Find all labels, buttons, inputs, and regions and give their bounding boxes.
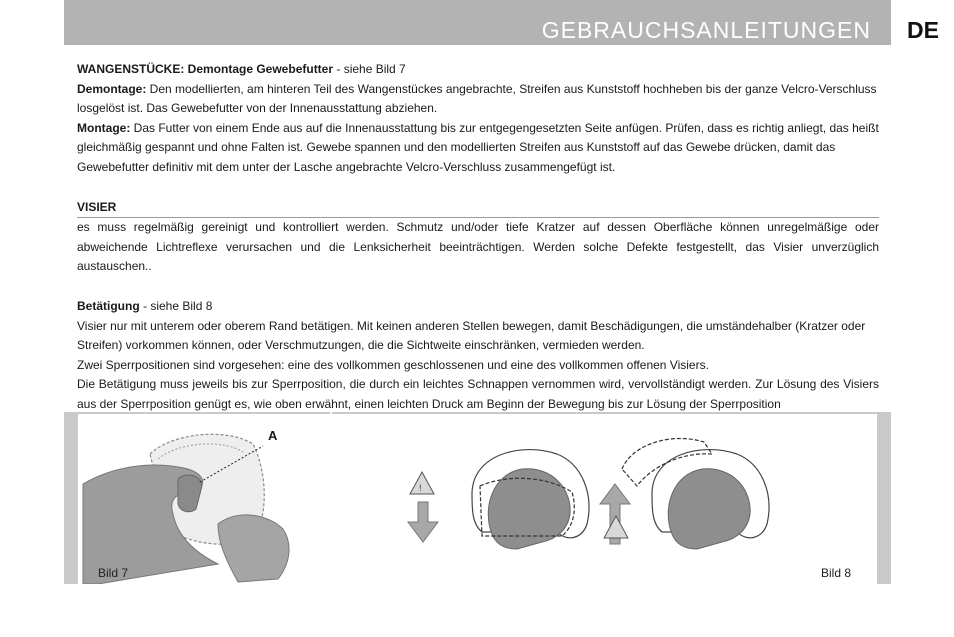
operation-paragraph-1: Visier nur mit unterem oder oberem Rand betätigen. Mit keinen anderen Stellen bewegen, damit Beschädigungen, die umständehalber (Kratzer oder Streifen) vorkommen können, oder Verschmutzungen, die die Sichtweite einschränken, vermieden werden. [77,318,866,353]
cheek-heading: WANGENSTÜCKE: Demontage Gewebefutter [77,62,334,76]
visor-heading: VISIER [77,198,879,219]
operation-heading: Betätigung [77,298,140,313]
warning-icon-2 [604,516,628,538]
arrow-down-icon [408,502,438,542]
main-content [77,60,879,415]
operation-paragraph-3: Die Betätigung muss jeweils bis zur Sperrposition, die durch ein leichtes Schnappen vernommen wird, vervollständigt werden. Zur Lösung des Visiers aus der Sperrposition genügt es, wie oben erwähnt, einen leichten Druck am Beginn der Bewegung bis zur Lösung der Sperrposition [77,377,879,411]
cheek-heading-line [77,60,879,80]
callout-label-a: A [268,428,278,443]
language-code: DE [907,17,939,43]
figure-8-panel [332,414,877,584]
montage-label: Montage: [77,120,131,135]
right-hand [218,515,289,582]
figure-8 [332,412,891,584]
figure-7-caption: Bild 7 [98,566,129,580]
demontage-text: Den modellierten, am hinteren Teil des Wangenstückes angebrachte, Streifen aus Kunststoff hochheben bis der ganze Velcro-Verschluss losgelöst ist. Das Gewebefutter von der Innenausstattung abziehen. [77,81,877,116]
operation-paragraph-2: Zwei Sperrpositionen sind vorgesehen: eine des vollkommen geschlossenen und eine des vollkommen offenen Visiers. [77,357,709,372]
header-bar [64,0,891,45]
svg-text:!: ! [419,483,422,493]
montage-paragraph [77,119,879,178]
figure-7 [64,412,330,584]
warning-icon [410,472,434,494]
demontage-label: Demontage: [77,81,147,96]
montage-text: Das Futter von einem Ende aus auf die Innenausstattung bis zur entgegengesetzten Seite anfügen. Prüfen, dass es richtig anliegt, das heißt gleichmäßig gespannt und ohne Falten ist. Gewebe spannen und den modellierten Streifen aus Kunststoff auf das Gewebe drücken, damit das Gewebefutter definitiv mit dem unter der Lasche angebrachte Velcro-Verschluss zusammengefügt ist. [77,120,879,174]
demontage-paragraph [77,80,879,119]
figure-8-caption: Bild 8 [821,566,852,580]
operation-heading-ref: - siehe Bild 8 [139,298,213,313]
head-silhouette [488,469,570,549]
visor-paragraph: es muss regelmäßig gereinigt und kontrolliert werden. Schmutz und/oder tiefe Kratzer auf dessen Oberfläche können unregelmäßige oder abweichende Lichtreflexe verursachen und die Lenksicherheit beeinträchtigen. Werden solche Defekte festgestellt, das Visier unverzüglich austauschen.. [77,220,879,274]
page-title: GEBRAUCHSANLEITUNGEN [541,17,871,43]
cheek-heading-ref: - siehe Bild 7 [333,62,406,76]
operation-heading-line [77,297,879,317]
figure-7-panel [78,414,330,584]
head-silhouette-2 [668,469,750,549]
figure-8-illustration [332,414,877,584]
figure-7-illustration [78,414,330,584]
